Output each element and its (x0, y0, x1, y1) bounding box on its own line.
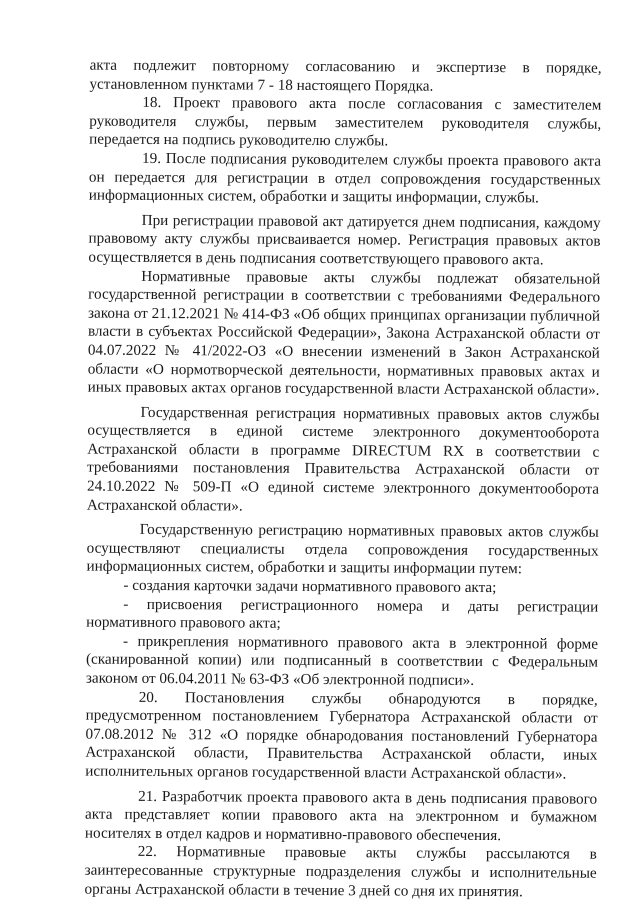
paragraph-item-19: 19. После подписания руководителем службы проекта правового акта он передается для регистрации в отдел сопровождения государственных информационных систем, обработки и защиты информации, службы. (88, 149, 602, 207)
paragraph-item-20: 20. Постановления службы обнародуются в порядке, предусмотренном постановлением Губернатора Астраханской области от 07.08.2012 № 312 «О порядке обнародования постановлений Губернатора Астраханской области, Правительства Астраханской области, иных исполнительных органов государственной власти Астраханской области». (85, 688, 598, 783)
paragraph-mandatory-registration: Нормативные правовые акты службы подлежат обязательной государственной регистрации в соответствии с требованиями Федерального закона от 21.12.2021 № 414-ФЗ «Об общих принципах организации публичной власти в субъектах Российской Федерации», Закона Астраханской области от 04.07.2022 № 41/2022-ОЗ «О внесении изменений в Закон Астраханской области «О нормотворческой деятельности, нормативных правовых актах и иных правовых актах органов государственной власти Астраханской области». (87, 267, 601, 399)
paragraph-item-18: 18. Проект правового акта после согласования с заместителем руководителя службы, первым заместителем руководителя службы, передается на подпись руководителю службы. (89, 94, 602, 150)
list-item-assign-number: - присвоения регистрационного номера и даты регистрации нормативного правового акта; (86, 595, 599, 632)
paragraph-continuation: акта подлежит повторному согласованию и экспертизе в порядке, установленном пунктами 7 - 18 настоящего Порядка. (89, 56, 602, 95)
list-item-attach-document: - прикрепления нормативного правового акта в электронной форме (сканированной копии) или подписанный в соответствии с Федеральным законом от 06.04.2011 № 63-ФЗ «Об электронной подписи». (85, 632, 599, 689)
paragraph-item-22: 22. Нормативные правовые акты службы рассылаются в заинтересованные структурные подразделения службы и исполнительные органы Астраханской области в течение 3 дней со дня их принятия. (84, 843, 597, 900)
paragraph-registration-date: При регистрации правовой акт датируется днем подписания, каждому правовому акту службы присваивается номер. Регистрация правовых актов осуществляется в день подписания соответствующего правового акта. (88, 211, 601, 269)
paragraph-item-21: 21. Разработчик проекта правового акта в день подписания правового акта представляет копии правового акта на электронном и бумажном носителях в отдел кадров и нормативно-правового обеспечения. (84, 787, 598, 844)
list-item-create-card: - создания карточки задачи нормативного правового акта; (123, 576, 497, 597)
document-body (85, 57, 602, 902)
paragraph-registration-specialists: Государственную регистрацию нормативных правовых актов службы осуществляют специалисты отдела сопровождения государственных информационных систем, обработки и защиты информации путем: (86, 521, 599, 578)
paragraph-directum-registration: Государственная регистрация нормативных правовых актов службы осуществляется в единой системе электронного документооборота Астраханской области в программе DIRECTUM RX в соответствии с требованиями постановления Правительства Астраханской области от 24.10.2022 № 509-П «О единой системе электронного документооборота Астраханской области». (86, 403, 600, 515)
